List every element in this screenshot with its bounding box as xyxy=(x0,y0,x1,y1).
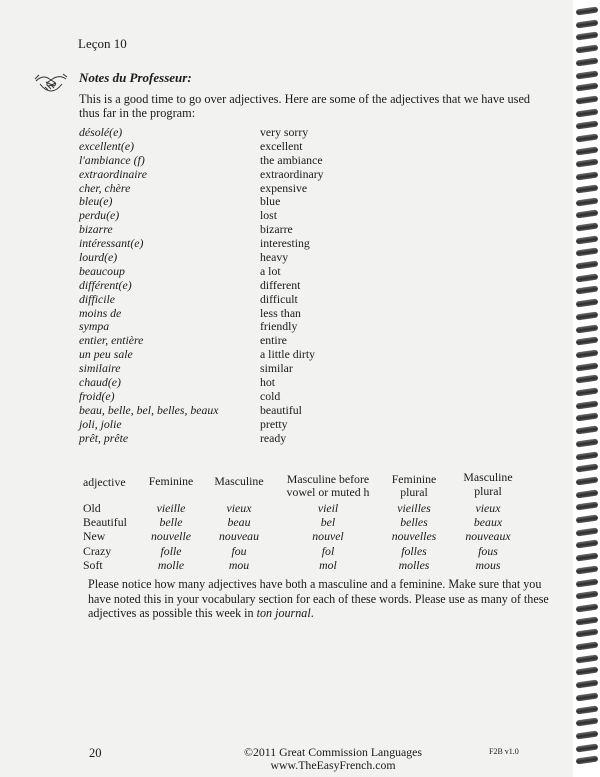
vocab-english: cold xyxy=(260,388,281,403)
binding-coil xyxy=(576,591,599,600)
vocab-french: moins de xyxy=(79,305,122,320)
binding-coil xyxy=(576,438,599,447)
agreement-cell-masc: fou xyxy=(231,543,247,558)
binding-coil xyxy=(576,578,599,587)
vocab-english: difficult xyxy=(260,291,298,306)
closing-paragraph xyxy=(88,577,558,621)
binding-coil xyxy=(576,184,599,193)
binding-coil xyxy=(576,95,599,104)
closing-end: . xyxy=(310,606,314,621)
agreement-row xyxy=(83,544,523,558)
vocab-french: bizarre xyxy=(79,222,113,237)
binding-coil xyxy=(576,451,599,460)
binding-coil xyxy=(576,629,599,638)
binding-coil xyxy=(576,172,599,181)
agreement-adjective: Old xyxy=(83,501,101,515)
binding-coil xyxy=(576,730,599,739)
vocab-row xyxy=(79,348,379,362)
vocab-row xyxy=(79,334,379,348)
agreement-cell-masc: nouveau xyxy=(219,529,259,544)
agreement-row xyxy=(83,529,523,543)
vocab-row xyxy=(79,293,379,307)
header-masculine-before-line2: vowel or muted h xyxy=(286,485,370,499)
vocab-french: l'ambiance (f) xyxy=(79,152,145,167)
binding-coil xyxy=(576,692,599,701)
vocab-english: pretty xyxy=(260,416,288,431)
vocab-row xyxy=(79,404,379,418)
agreement-cell-masc: beau xyxy=(227,515,251,530)
header-feminine-plural-line2: plural xyxy=(400,485,428,499)
vocab-row xyxy=(79,307,379,321)
binding-coil xyxy=(576,6,599,15)
vocab-row xyxy=(79,362,379,376)
binding-coil xyxy=(576,45,599,54)
binding-coil xyxy=(576,565,599,574)
agreement-cell-fem-pl: belles xyxy=(400,515,428,530)
binding-coil xyxy=(576,705,599,714)
notes-title: Notes du Professeur: xyxy=(79,70,192,85)
binding-coil xyxy=(576,362,599,371)
page-number: 20 xyxy=(89,746,102,760)
vocab-english: hot xyxy=(260,375,276,390)
agreement-adjective: Soft xyxy=(83,557,103,572)
agreement-cell-fem: folle xyxy=(160,543,182,558)
copyright-notice xyxy=(240,746,426,772)
binding-coil xyxy=(576,413,599,422)
binding-coil xyxy=(576,121,599,130)
binding-coil xyxy=(576,299,599,308)
agreement-adjective: Crazy xyxy=(83,543,112,558)
binding-coil xyxy=(576,324,599,333)
agreement-cell-before: bel xyxy=(320,515,336,530)
agreement-cell-masc-pl: nouveaux xyxy=(465,529,511,544)
vocab-french: beaucoup xyxy=(79,263,125,278)
vocab-english: bizarre xyxy=(260,222,293,237)
vocab-row xyxy=(79,237,379,251)
binding-coil xyxy=(576,502,599,511)
vocab-english: less than xyxy=(260,305,301,320)
binding-coil xyxy=(576,337,599,346)
agreement-cell-masc: vieux xyxy=(226,501,252,515)
vocab-row xyxy=(79,209,379,223)
binding-coil xyxy=(576,260,599,269)
binding-coil xyxy=(576,400,599,409)
vocab-french: bleu(e) xyxy=(79,194,113,209)
closing-text: Please notice how many adjectives have both a masculine and a feminine. Make sure that you have noted this in your vocabulary section for each of these words. Please use as many of these adjectives as possible this week in xyxy=(88,577,549,621)
lesson-heading: Leçon 10 xyxy=(78,36,127,51)
binding-coil xyxy=(576,235,599,244)
version-label: F2B v1.0 xyxy=(489,747,519,756)
binding-coil xyxy=(576,248,599,257)
website-line: www.TheEasyFrench.com xyxy=(270,758,396,772)
binding-coil xyxy=(576,667,599,676)
binding-coil xyxy=(576,197,599,206)
agreement-cell-fem-pl: molles xyxy=(398,557,430,572)
binding-coil xyxy=(576,641,599,650)
intro-paragraph: This is a good time to go over adjectives. Here are some of the adjectives that we have used thus far in the program: xyxy=(79,92,531,120)
header-adjective: adjective xyxy=(83,475,126,489)
agreement-cell-before: mol xyxy=(319,557,337,572)
header-feminine-plural-line1: Feminine xyxy=(391,472,437,486)
vocab-english: blue xyxy=(260,194,281,209)
binding-coil xyxy=(576,603,599,612)
vocab-row xyxy=(79,126,379,140)
binding-coil xyxy=(576,375,599,384)
vocab-english: different xyxy=(260,277,301,292)
vocab-english: very sorry xyxy=(260,125,309,139)
agreement-cell-masc-pl: fous xyxy=(478,543,498,558)
binding-coil xyxy=(576,83,599,92)
vocab-row xyxy=(79,140,379,154)
agreement-adjective: New xyxy=(83,529,106,544)
vocab-row xyxy=(79,223,379,237)
header-feminine: Feminine xyxy=(148,474,194,488)
vocab-french: intéressant(e) xyxy=(79,236,144,251)
agreement-cell-masc-pl: mous xyxy=(475,557,501,572)
binding-coil xyxy=(576,527,599,536)
binding-coil xyxy=(576,19,599,28)
vocab-english: beautiful xyxy=(260,402,302,417)
vocab-english: heavy xyxy=(260,250,289,265)
agreement-cell-before: vieil xyxy=(317,501,339,515)
binding-coil xyxy=(576,273,599,282)
vocab-french: froid(e) xyxy=(79,388,115,403)
binding-coil xyxy=(576,146,599,155)
vocab-english: the ambiance xyxy=(260,152,323,167)
binding-coil xyxy=(576,311,599,320)
agreement-cell-fem: nouvelle xyxy=(151,529,191,544)
vocab-english: a lot xyxy=(260,263,281,278)
vocab-french: prêt, prête xyxy=(79,430,129,445)
vocab-english: friendly xyxy=(260,319,298,334)
agreement-cell-masc: mou xyxy=(228,557,250,572)
vocab-row xyxy=(79,279,379,293)
vocab-english: extraordinary xyxy=(260,166,324,181)
binding-coil xyxy=(576,57,599,66)
vocab-french: joli, jolie xyxy=(79,416,122,431)
vocabulary-list xyxy=(79,126,379,445)
binding-coil xyxy=(576,464,599,473)
vocab-english: interesting xyxy=(260,236,310,251)
binding-coil xyxy=(576,680,599,689)
copyright-line: ©2011 Great Commission Languages xyxy=(244,745,422,759)
agreement-row xyxy=(83,558,523,572)
vocab-french: différent(e) xyxy=(79,277,132,292)
binding-coil xyxy=(576,32,599,41)
vocab-french: difficile xyxy=(79,291,116,306)
vocab-french: désolé(e) xyxy=(79,125,123,139)
binding-coil xyxy=(576,616,599,625)
closing-italic-text: ton journal xyxy=(256,606,311,621)
vocab-row xyxy=(79,265,379,279)
vocab-row xyxy=(79,154,379,168)
vocab-row xyxy=(79,390,379,404)
agreement-cell-masc-pl: beaux xyxy=(473,515,503,530)
vocab-french: chaud(e) xyxy=(79,375,121,390)
header-masculine-plural-line2: plural xyxy=(474,484,502,498)
binding-coil xyxy=(576,756,599,765)
agreement-cell-fem: vieille xyxy=(156,501,186,515)
binding-coil xyxy=(576,387,599,396)
vocab-english: a little dirty xyxy=(260,347,316,362)
binding-coil xyxy=(576,159,599,168)
vocab-french: lourd(e) xyxy=(79,250,118,265)
agreement-cell-masc-pl: vieux xyxy=(475,501,501,515)
binding-coil xyxy=(576,70,599,79)
agreement-row xyxy=(83,501,523,515)
header-masculine: Masculine xyxy=(214,474,264,488)
agreement-cell-fem: belle xyxy=(159,515,183,530)
vocab-english: similar xyxy=(260,361,293,376)
agreement-adjective: Beautiful xyxy=(83,515,127,530)
vocab-french: beau, belle, bel, belles, beaux xyxy=(79,402,219,417)
binding-coil xyxy=(576,222,599,231)
vocab-english: lost xyxy=(260,208,278,223)
binding-coil xyxy=(576,654,599,663)
binding-coil xyxy=(576,489,599,498)
agreement-cell-before: nouvel xyxy=(312,529,344,544)
vocab-french: extraordinaire xyxy=(79,166,147,181)
vocab-french: un peu sale xyxy=(79,347,133,362)
binding-coil xyxy=(576,426,599,435)
handshake-icon xyxy=(34,67,68,97)
binding-coil xyxy=(576,540,599,549)
vocab-row xyxy=(79,432,379,446)
binding-coil xyxy=(576,133,599,142)
agreement-cell-before: fol xyxy=(321,543,335,558)
vocab-english: ready xyxy=(260,430,287,445)
vocab-row xyxy=(79,251,379,265)
vocab-french: cher, chère xyxy=(79,180,131,195)
vocab-english: entire xyxy=(260,333,287,348)
agreement-cell-fem: molle xyxy=(157,557,185,572)
binding-coil xyxy=(576,349,599,358)
binding-coil xyxy=(576,210,599,219)
vocab-french: similaire xyxy=(79,361,121,376)
vocab-row xyxy=(79,376,379,390)
agreement-cell-fem-pl: nouvelles xyxy=(391,529,437,544)
spiral-binding xyxy=(573,0,600,777)
vocab-row xyxy=(79,320,379,334)
vocab-row xyxy=(79,182,379,196)
binding-coil xyxy=(576,476,599,485)
vocab-french: entier, entière xyxy=(79,333,144,348)
header-masculine-plural-line1: Masculine xyxy=(463,470,513,484)
vocab-english: expensive xyxy=(260,180,308,195)
agreement-cell-fem-pl: vieilles xyxy=(397,501,431,515)
binding-coil xyxy=(576,743,599,752)
agreement-cell-fem-pl: folles xyxy=(401,543,427,558)
vocab-row xyxy=(79,168,379,182)
agreement-row xyxy=(83,515,523,529)
vocab-french: perdu(e) xyxy=(79,208,120,223)
binding-coil xyxy=(576,553,599,562)
vocab-row xyxy=(79,195,379,209)
header-masculine-before-line1: Masculine before xyxy=(286,472,370,486)
vocab-french: excellent(e) xyxy=(79,138,135,153)
vocab-french: sympa xyxy=(79,319,110,334)
vocab-english: excellent xyxy=(260,138,303,153)
vocab-row xyxy=(79,418,379,432)
binding-coil xyxy=(576,514,599,523)
binding-coil xyxy=(576,286,599,295)
binding-coil xyxy=(576,108,599,117)
binding-coil xyxy=(576,718,599,727)
